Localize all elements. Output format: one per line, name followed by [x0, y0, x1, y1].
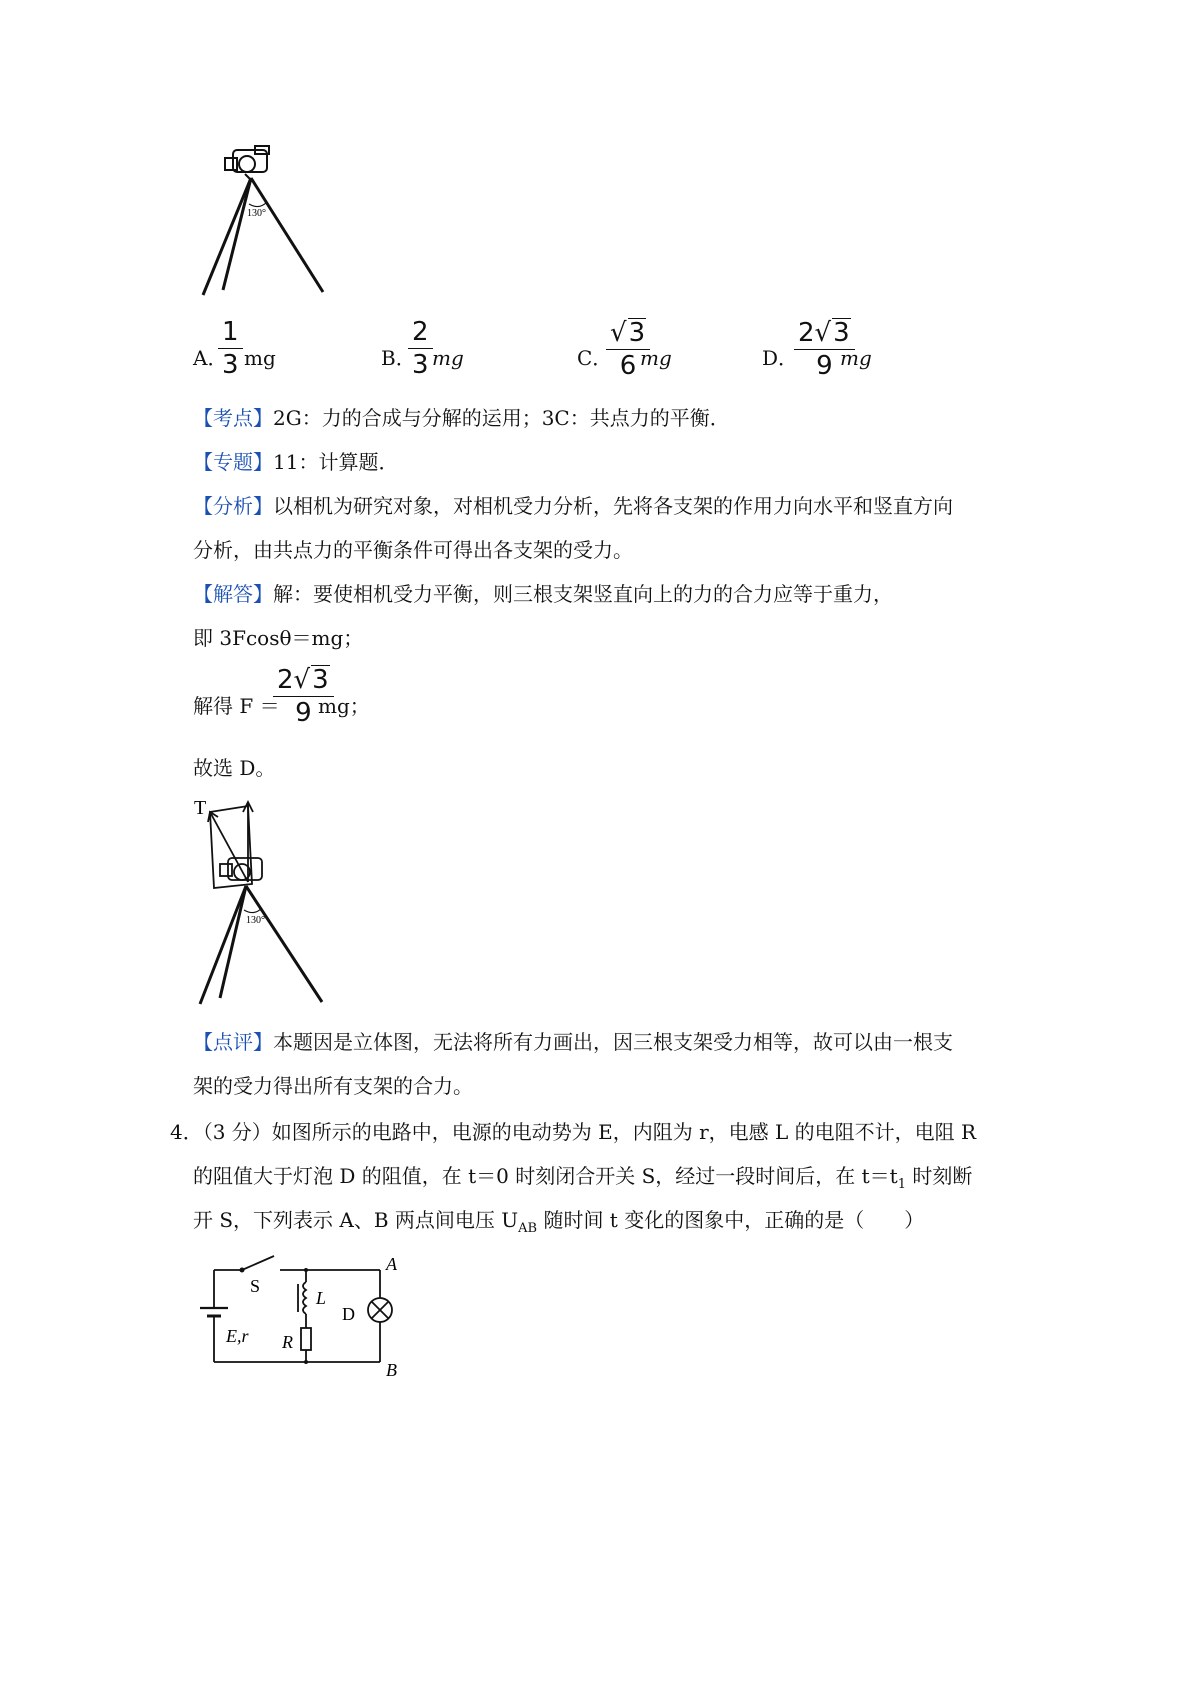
- option-a-fraction: 1 3: [218, 318, 243, 379]
- label-a: A: [386, 1254, 397, 1274]
- q4-line2: 的阻值大于灯泡 D 的阻值，在 t＝0 时刻闭合开关 S，经过一段时间后，在 $t=t_1$ 时刻断: [193, 1164, 973, 1192]
- tripod-force-figure: [190, 792, 340, 1012]
- label-er: E,r: [226, 1326, 249, 1346]
- force-label-t: T: [194, 797, 207, 819]
- option-d-unit: mg: [840, 346, 872, 370]
- jieda-line4: 故选 D。: [193, 756, 276, 780]
- dianping-line2: 架的受力得出所有支架的合力。: [193, 1074, 473, 1098]
- jieda-line3-suffix: mg；: [318, 694, 370, 718]
- dianping-line1: 【点评】本题因是立体图，无法将所有力画出，因三根支架受力相等，故可以由一根支: [193, 1030, 953, 1054]
- jieda-line1: 【解答】解：要使相机受力平衡，则三根支架竖直向上的力的合力应等于重力，: [193, 582, 893, 606]
- label-b: B: [386, 1360, 397, 1380]
- option-d-label: D．: [762, 346, 799, 370]
- label-r: R: [282, 1332, 293, 1352]
- jieda-tag: 【解答】: [193, 582, 273, 606]
- jieda-line2: 即 3Fcosθ＝mg；: [193, 626, 364, 650]
- option-a-label: A．: [193, 346, 228, 370]
- option-a-unit: mg: [244, 346, 276, 370]
- fenxi-tag: 【分析】: [193, 494, 273, 518]
- fenxi-line1: 【分析】以相机为研究对象，对相机受力分析，先将各支架的作用力向水平和竖直方向: [193, 494, 953, 518]
- tripod-figure: [195, 140, 335, 300]
- zhuanti-tag: 【专题】: [193, 450, 273, 474]
- angle-label-2: 130°: [246, 915, 265, 926]
- label-l: L: [316, 1288, 327, 1308]
- option-d-fraction: 2√3 9: [794, 318, 855, 380]
- label-d: D: [342, 1304, 355, 1324]
- zhuanti-line: 【专题】11：计算题．: [193, 450, 399, 474]
- option-c-fraction: √3 6: [606, 318, 650, 380]
- option-b-label: B．: [381, 346, 416, 370]
- option-c-unit: mg: [640, 346, 672, 370]
- option-c-label: C．: [577, 346, 613, 370]
- q4-line3: 开 S，下列表示 A、B 两点间电压 $U_{AB}$ 随时间 t 变化的图象中，正确的是（ ）: [193, 1208, 925, 1236]
- label-s: S: [250, 1276, 261, 1296]
- jieda-fraction: 2√3 9: [273, 665, 334, 727]
- jieda-line3-prefix: 解得 F ＝: [193, 694, 280, 718]
- angle-label: 130°: [247, 208, 266, 219]
- fenxi-line2: 分析，由共点力的平衡条件可得出各支架的受力。: [193, 538, 633, 562]
- dianping-tag: 【点评】: [193, 1030, 273, 1054]
- q4-line1: 4．（3 分）如图所示的电路中，电源的电动势为 E，内阻为 r，电感 L 的电阻不计，电阻 R: [170, 1120, 977, 1144]
- kaodian-line: 【考点】2G：力的合成与分解的运用；3C：共点力的平衡．: [193, 406, 730, 430]
- circuit-diagram: [190, 1250, 420, 1380]
- option-b-fraction: 2 3: [408, 318, 433, 379]
- kaodian-tag: 【考点】: [193, 406, 273, 430]
- option-b-unit: mg: [432, 346, 464, 370]
